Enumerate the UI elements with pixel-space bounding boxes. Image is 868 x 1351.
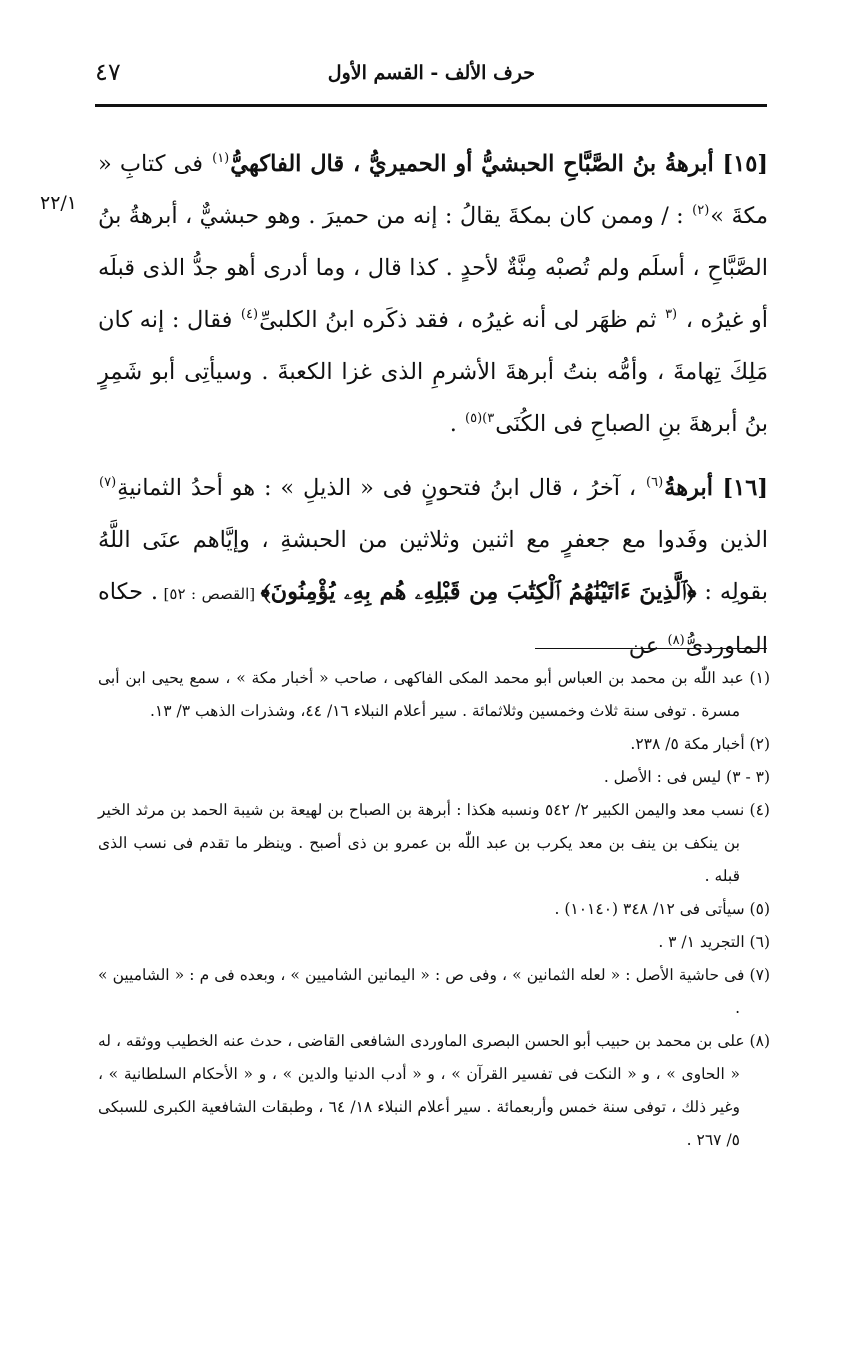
footnote-marker-7: (٧) [99,475,117,490]
footnote-marker-3-open: (٣ [665,307,678,322]
footnote-marker-1: (١) [212,151,230,166]
footnote-8: (٨) على بن محمد بن حبيب أبو الحسن البصرى الماوردى الشافعى القاضى ، حدث عنه الخطيب ووثقه ، له « الحاوى » ، و « النكت فى تفسير القرآن » ، و « أدب الدنيا والدين » ، و « الأحكام السلطانية » ، وغير ذلك ، توفى سنة خمس وأربعمائة . سير أعلام النبلاء ١٨/ ٦٤ ، وطبقات الشافعية الكبرى للسبكى ٥/ ٢٦٧ . [98,1032,770,1149]
footnote-marker-8: (٨) [667,633,685,648]
header-rule [95,104,767,107]
entry-15-text-a: فى كتابِ « مكةَ » [98,151,768,229]
margin-reference: ٢٢/١ [40,192,78,214]
entry-15-text-e: . [449,411,465,437]
verse-source: [القصص : ٥٢] [158,585,261,603]
footnotes [98,662,770,1157]
entry-15-text-d: فقال : إنه كان مَلِكَ تِهامةَ ، وأمُّه بنتُ أبرهةَ الأشرمِ الذى غزا الكعبةَ . وسيأتِى أبو شَمِرٍ بنُ أبرهةَ بنِ الصباحِ فى الكُنَى [98,307,768,437]
page-number: ٤٧ [95,58,121,86]
entry-16 [98,462,768,672]
footnote-separator [535,648,767,649]
footnote-6: (٦) التجريد ١/ ٣ . [658,933,770,951]
entry-15 [98,138,768,450]
main-text [98,138,768,672]
quran-verse: ﴿ٱلَّذِينَ ءَاتَيْنَٰهُمُ ٱلْكِتَٰبَ مِن قَبْلِهِۦ هُم بِهِۦ يُؤْمِنُونَ﴾ [260,579,697,605]
header-title: حرف الألف - القسم الأول [327,62,535,84]
entry-16-text-b: الذين وفَدوا مع جعفرٍ مع اثنين وثلاثين من الحبشةِ ، وإيَّاهم عنَى اللَّهُ بقولِه : [98,527,769,605]
entry-16-text-a: ، آخرُ ، قال ابنُ فتحونٍ فى « الذيلِ » : هو أحدُ الثمانيةِ [117,475,645,501]
footnote-5: (٥) سيأتى فى ١٢/ ٣٤٨ (١٠١٤٠) . [554,900,770,918]
footnote-4: (٤) نسب معد واليمن الكبير ٢/ ٥٤٢ ونسبه هكذا : أبرهة بن الصباح بن لهيعة بن شيبة الحمد بن مرثد الخير بن ينكف بن ينف بن معد يكرب بن عبد اللّٰه بن عمرو بن ذى أصبح . وينظر ما تقدم فى نسب الذى قبله . [98,801,770,885]
footnote-7: (٧) فى حاشية الأصل : « لعله الثمانين » ، وفى ص : « اليمانين الشاميين » ، وبعده فى م : « الشاميين » . [98,966,770,1017]
footnote-marker-6: (٦) [646,475,664,490]
entry-16-text-c: . حكاه الماوردىُّ [98,579,768,659]
running-header [95,56,767,100]
entry-15-heading: [١٥] أبرهةُ بنُ الصَّبَّاحِ الحبشيُّ أو الحميريُّ ، قال الفاكهيُّ [230,151,768,177]
entry-15-text-c: ثم ظهَر لى أنه غيرُه ، فقد ذكَره ابنُ الكلبىِّ [259,307,665,333]
footnote-1: (١) عبد اللّٰه بن محمد بن العباس أبو محمد المكى الفاكهى ، صاحب « أخبار مكة » ، سمع يحيى ابن أبى مسرة . توفى سنة ثلاث وخمسين وثلاثمائة . سير أعلام النبلاء ١٦/ ٤٤، وشذرات الذهب ٣/ ١٣. [98,669,770,720]
footnote-marker-2: (٢) [692,203,710,218]
footnote-3: (٣ - ٣) ليس فى : الأصل . [603,768,770,786]
entry-16-heading: [١٦] أبرهةُ [664,475,768,501]
footnote-2: (٢) أخبار مكة ٥/ ٢٣٨. [630,735,770,753]
entry-16-text-d: عن [628,633,667,659]
footnote-marker-3-close-5: ٣)(٥) [465,411,495,426]
entry-15-text-b: : / وممن كان بمكةَ يقالُ : إنه من حميرَ . وهو حبشيٌّ ، أبرهةُ بنُ الصَّبَّاحِ ، أسلَم ولم تُصبْه مِنَّةٌ لأحدٍ . كذا قال ، وما أدرى أهو جدُّ الذى قبلَه أو غيرُه ، [98,203,769,333]
footnote-marker-4: (٤) [240,307,259,322]
